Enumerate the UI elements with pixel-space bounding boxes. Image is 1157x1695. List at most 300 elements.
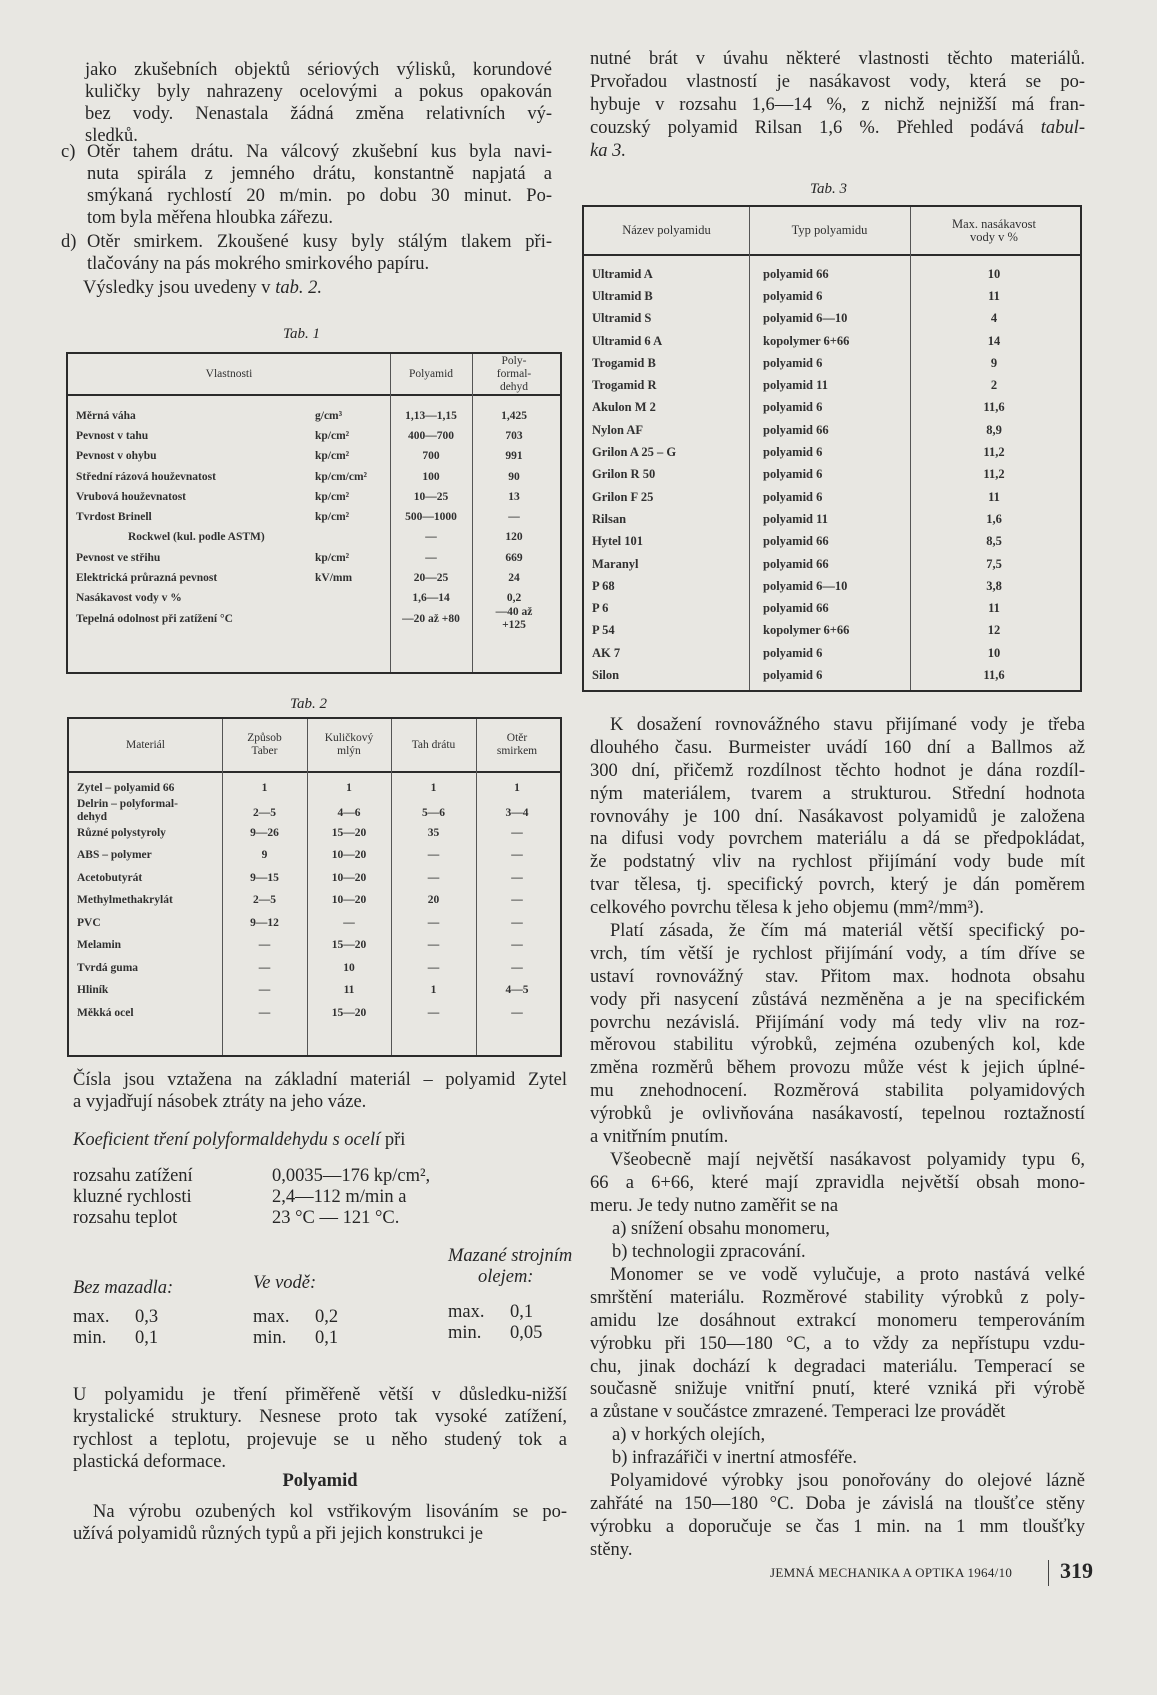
coefficient-label: max. <box>448 1302 485 1322</box>
table-row <box>584 664 1080 686</box>
table-cell: 11,2 <box>983 467 1005 482</box>
table-row <box>584 419 1080 441</box>
text-line: dlouhého času. Burmeister uvádí 160 dní a Ballmos až <box>590 737 1085 758</box>
table-cell: kV/mm <box>315 572 353 585</box>
italic-text: tab. 2. <box>275 278 322 298</box>
text-line: Otěr smirkem. Zkoušené kusy byly stálým tlakem při- <box>87 232 552 252</box>
table-cell: 9—26 <box>250 826 279 839</box>
table-cell: polyamid 6 <box>763 489 823 504</box>
table-cell: 10 <box>987 266 1001 281</box>
table-row <box>69 797 560 823</box>
list-label-c: c) <box>61 142 76 162</box>
text-line: chu, jinak dochází k degradaci materiálu. Temperací se <box>590 1356 1085 1377</box>
condition-value: 2,4—112 m/min a <box>272 1187 407 1207</box>
table-cell: — <box>427 871 440 884</box>
coefficient-value: 0,1 <box>510 1302 534 1322</box>
table-cell: 700 <box>422 450 440 463</box>
table-row <box>68 467 560 487</box>
table-cell: 4 <box>990 311 998 326</box>
table-cell: P 54 <box>592 623 615 638</box>
paragraph-equilibrium <box>590 714 1085 920</box>
condition-label: rozsahu teplot <box>73 1208 178 1228</box>
friction-heading <box>73 1129 567 1151</box>
table-cell: Grilon R 50 <box>592 467 656 482</box>
table-cell: 24 <box>508 572 520 585</box>
table-cell: Měkká ocel <box>77 1006 134 1019</box>
table-2-abrasion <box>67 717 562 1057</box>
table-cell: 11 <box>988 601 1000 616</box>
text-line: tvar tělesa, tj. specifický povrch, který je dán poměrem <box>590 875 1085 896</box>
text-line: bez vody. Nenastala žádná změna relativních vý- <box>85 104 552 124</box>
table-cell: 9—15 <box>250 871 279 884</box>
table-cell: 9 <box>261 849 268 862</box>
table-cell: 1 <box>514 781 520 794</box>
text-line: a) v horkých olejích, <box>612 1425 766 1445</box>
table-header <box>584 207 1080 256</box>
table-cell: — <box>511 849 523 862</box>
journal-footer: JEMNÁ MECHANIKA A OPTIKA 1964/10 <box>770 1565 1013 1580</box>
table-row <box>584 352 1080 374</box>
text-line: užívá polyamidů různých typů a při jejich konstrukci je <box>73 1524 483 1545</box>
table-row <box>584 508 1080 530</box>
table-cell: Pevnost v ohybu <box>76 450 157 463</box>
table-header <box>68 354 560 396</box>
table-cell: 11,6 <box>983 668 1005 683</box>
text-line: b) infrazářiči v inertní atmosféře. <box>612 1447 858 1468</box>
list-label-d: d) <box>61 232 77 252</box>
table-cell <box>315 528 390 548</box>
table-cell: Elektrická průrazná pevnost <box>76 572 218 585</box>
table-cell: 1,13—1,15 <box>405 409 457 422</box>
table-cell: 991 <box>505 450 523 463</box>
coefficient-row <box>73 1307 173 1328</box>
coefficient-row <box>448 1323 572 1344</box>
table-cell: Tvrdost Brinell <box>76 511 152 524</box>
condition-row <box>73 1187 567 1208</box>
table-cell: 1 <box>430 781 437 794</box>
table-cell: Grilon A 25 – G <box>592 445 677 460</box>
table-cell: 12 <box>987 623 1001 638</box>
italic-text: ka 3. <box>590 140 626 161</box>
page-number: 319 <box>1060 1558 1093 1583</box>
table-cell: 1 <box>261 781 268 794</box>
table-cell: polyamid 6 <box>763 467 823 482</box>
table-cell: polyamid 6—10 <box>763 578 848 593</box>
text-line: Monomer se ve vodě vylučuje, a proto nastává velké <box>610 1265 1085 1285</box>
text-line: 66 a 6+66, které mají zpravidla největší obsah mono- <box>590 1172 1085 1193</box>
text-line: plastická deformace. <box>73 1452 227 1473</box>
italic-text: Koeficient tření polyformaldehydu s ocelí <box>73 1130 381 1150</box>
table-row <box>69 980 560 1003</box>
table-cell: 8,5 <box>986 534 1002 549</box>
table-cell: 11 <box>988 489 1000 504</box>
condition-label: rozsahu zatížení <box>73 1166 193 1186</box>
table-cell: — <box>425 531 437 544</box>
coefficient-value: 0,3 <box>135 1307 159 1327</box>
friction-column <box>448 1246 572 1344</box>
condition-value: 23 °C — 121 °C. <box>272 1208 400 1228</box>
table-cell: 5—6 <box>422 807 445 819</box>
coefficient-value: 0,05 <box>510 1323 543 1343</box>
table-row <box>69 957 560 980</box>
table-row <box>69 1002 560 1025</box>
text-line <box>590 140 1085 163</box>
table-row <box>68 508 560 528</box>
paragraph-tempering <box>590 1264 1085 1424</box>
table-row <box>69 890 560 913</box>
friction-condition-title: Mazané strojním <box>448 1246 573 1266</box>
text-line: Otěr tahem drátu. Na válcový zkušební kus byla navi- <box>87 142 552 162</box>
table-cell: 1 <box>430 984 437 997</box>
table-row <box>68 406 560 426</box>
table-row <box>584 620 1080 642</box>
table-cell: — <box>508 511 520 524</box>
text-line: současně snižuje vnitřní pnutí, které vzniká při výrobě <box>590 1379 1085 1400</box>
coefficient-row <box>253 1307 338 1328</box>
table-1-caption: Tab. 1 <box>283 326 320 342</box>
coefficient-row <box>73 1328 173 1349</box>
text-line: celkového povrchu tělesa k jeho objemu (mm²/mm³). <box>590 898 984 919</box>
table-cell: PVC <box>77 916 101 929</box>
friction-condition-title: Bez mazadla: <box>73 1278 174 1298</box>
table-row <box>69 777 560 800</box>
table-cell: — <box>511 871 523 884</box>
table-cell: ABS – polymer <box>77 849 152 862</box>
table-row <box>584 575 1080 597</box>
table-cell: 1,425 <box>501 409 527 422</box>
table-cell: 1 <box>346 781 352 794</box>
friction-conditions <box>73 1166 567 1229</box>
table-row <box>68 426 560 446</box>
table-cell: 10 <box>343 961 355 974</box>
header-cell: Kuličkový mlýn <box>324 732 374 757</box>
spacer <box>253 1294 338 1307</box>
table-cell: g/cm³ <box>315 409 343 422</box>
friction-coefficients <box>73 1246 573 1356</box>
table-row <box>584 642 1080 664</box>
table-cell: — <box>258 961 271 974</box>
table-cell: — <box>258 1006 271 1019</box>
table-cell: 11 <box>988 288 1000 303</box>
text-line: a vnitřním pnutím. <box>590 1127 729 1148</box>
table-row <box>68 606 560 632</box>
text-line: nutné brát v úvahu některé vlastnosti těchto materiálů. <box>590 49 1085 69</box>
header-cell: Max. nasákavost vody v % <box>951 216 1036 244</box>
header-cell: Otěr smirkem <box>496 732 538 757</box>
coefficient-value: 0,1 <box>135 1328 159 1348</box>
table-cell: 10 <box>987 645 1001 660</box>
list-item-d <box>87 231 552 275</box>
friction-column <box>73 1246 173 1349</box>
text-line: měrovou stabilitu výrobků, zejména ozubených kol, kde <box>590 1035 1085 1056</box>
table-cell: — <box>427 916 440 929</box>
table-cell: 2—5 <box>253 894 276 907</box>
table-cell: Ultramid 6 A <box>592 333 663 348</box>
results-note <box>83 277 550 299</box>
condition-row <box>73 1208 567 1229</box>
table-cell: 9—12 <box>250 916 279 929</box>
text-span: couzský polyamid Rilsan 1,6 %. Přehled podává <box>590 117 1041 138</box>
table-cell: 0,2 <box>506 592 522 605</box>
table-cell: P 6 <box>592 601 609 616</box>
header-cell: Název polyamidu <box>622 223 711 237</box>
table-row <box>584 263 1080 285</box>
table-cell: — <box>427 1006 440 1019</box>
table-cell: — <box>425 551 437 564</box>
text-line <box>590 117 1085 140</box>
text-line: rychlost a teplotu, projevuje se u něho studený tok a <box>73 1429 567 1450</box>
table-cell: 3—4 <box>505 807 529 819</box>
table-cell: Grilon F 25 <box>592 489 654 504</box>
text-line: výrobků je ovlivňována nasákavostí, tepelnou roztažností <box>590 1104 1085 1125</box>
paragraph-polyamid-intro <box>73 1501 567 1546</box>
table-cell: Různé polystyroly <box>77 826 166 839</box>
table-cell <box>315 609 390 629</box>
table-row <box>68 568 560 588</box>
table-cell: 15—20 <box>331 939 367 952</box>
table-cell: Methylmethakrylát <box>77 894 173 907</box>
text-line: mu znehodnocení. Rozměrová stabilita polyamidových <box>590 1081 1085 1102</box>
text-line: krystalické struktury. Nesnese proto tak vysoké zatížení, <box>73 1407 567 1428</box>
coefficient-label: max. <box>253 1307 290 1327</box>
text-line: povrchu nezávislá. Přijímání vody má tedy vliv na roz- <box>590 1012 1085 1033</box>
table-cell: polyamid 6 <box>763 645 823 660</box>
table-cell: kp/cm² <box>315 429 350 442</box>
table-cell: kp/cm² <box>315 450 350 463</box>
text-line: stěny. <box>590 1539 633 1560</box>
table-row <box>584 330 1080 352</box>
table-cell: Akulon M 2 <box>592 400 656 415</box>
table-cell: Hliník <box>77 984 109 997</box>
table-cell: 120 <box>505 531 523 544</box>
table-row <box>584 553 1080 575</box>
coefficient-value: 0,2 <box>315 1307 339 1327</box>
paragraph-specific-surface <box>590 920 1085 1149</box>
table-row <box>584 464 1080 486</box>
table-cell: Měrná váha <box>76 409 136 422</box>
table-cell: 9 <box>990 355 998 370</box>
table-cell <box>315 589 390 609</box>
table-row <box>584 486 1080 508</box>
table-cell: Pevnost ve střihu <box>76 551 161 564</box>
table-cell: kp/cm² <box>315 551 350 564</box>
text-line: Prvořadou vlastností je nasákavost vody, která se po- <box>590 71 1085 92</box>
table-cell: polyamid 6—10 <box>763 311 848 326</box>
table-cell: 8,9 <box>986 422 1002 437</box>
coefficient-row <box>448 1302 572 1323</box>
table-row <box>68 548 560 568</box>
table-cell: 7,5 <box>986 556 1002 571</box>
text-line: ným materiálem, tvarem a strukturou. Střední hodnota <box>590 783 1085 804</box>
text-line: zahřáté na 150—180 °C. Doba je závislá na tloušťce stěny <box>590 1493 1085 1514</box>
text-line: Na výrobu ozubených kol vstřikovým lisováním se po- <box>93 1502 567 1522</box>
table-cell: 90 <box>508 470 520 483</box>
paragraph-table-note <box>73 1069 567 1114</box>
paragraph-polyamid-friction <box>73 1384 567 1474</box>
table-2-caption: Tab. 2 <box>290 696 327 712</box>
table-cell: polyamid 6 <box>763 355 823 370</box>
table-cell: 14 <box>987 333 1001 348</box>
table-cell: 11,2 <box>983 445 1005 460</box>
friction-condition-title: Ve vodě: <box>253 1273 317 1293</box>
text-line: rovnováhy je 100 dní. Nasákavost polyamidů je založena <box>590 806 1085 827</box>
table-cell: Pevnost v tahu <box>76 429 149 442</box>
table-cell: Melamin <box>77 939 122 952</box>
header-cell: Poly- formal- dehyd <box>496 354 532 393</box>
table-cell: — <box>511 826 523 839</box>
table-cell: Maranyl <box>592 556 639 571</box>
table-cell: 15—20 <box>331 826 367 839</box>
table-row <box>584 375 1080 397</box>
friction-condition-title: olejem: <box>478 1267 534 1287</box>
text-line: Čísla jsou vztažena na základní materiál – polyamid Zytel <box>73 1070 567 1090</box>
table-cell: Tvrdá guma <box>77 961 139 974</box>
table-cell: — <box>427 849 440 862</box>
text-span: Výsledky jsou uvedeny v <box>83 278 276 298</box>
table-cell: 13 <box>508 490 520 503</box>
text-line: sledků. <box>85 126 138 146</box>
table-cell: Ultramid S <box>592 311 652 326</box>
table-cell: 2 <box>990 378 998 393</box>
table-cell: kp/cm/cm² <box>315 470 367 483</box>
table-row <box>584 598 1080 620</box>
table-row <box>584 531 1080 553</box>
text-line: výrobku při 150—180 °C, a to vždy za nepřístupu vzdu- <box>590 1333 1085 1354</box>
table-cell: 11,6 <box>983 400 1005 415</box>
text-line: změna rozměrů během provozu může vést k jejich úplné- <box>590 1058 1085 1079</box>
spacer <box>448 1288 572 1302</box>
spacer <box>73 1299 173 1307</box>
header-cell: Způsob Taber <box>247 732 282 757</box>
text-line: Polyamidové výrobky jsou ponořovány do olejové lázně <box>610 1471 1085 1491</box>
friction-column <box>253 1246 338 1349</box>
table-cell: 10—20 <box>331 894 367 907</box>
text-line: hybuje v rozsahu 1,6—14 %, z nichž nejnižší má fran- <box>590 94 1085 115</box>
table-cell: Střední rázová houževnatost <box>76 470 216 483</box>
table-cell: 4—6 <box>337 807 361 819</box>
text-line <box>83 277 550 299</box>
text-line: vrch, tím větší je rychlost přijímání vody, a tím dříve se <box>590 943 1085 964</box>
table-cell: polyamid 66 <box>763 422 829 437</box>
coefficient-value: 0,1 <box>315 1328 339 1348</box>
list-tempering <box>612 1424 1082 1470</box>
table-cell: 20 <box>427 894 440 907</box>
table-cell: Trogamid R <box>592 378 657 393</box>
condition-value: 0,0035—176 kp/cm², <box>272 1166 431 1186</box>
table-row <box>69 935 560 958</box>
table-1-properties <box>66 352 562 674</box>
table-cell: Trogamid B <box>592 355 656 370</box>
table-row <box>69 912 560 935</box>
text-line: kuličky byly nahrazeny ocelovými a pokus opakován <box>85 82 552 102</box>
table-row <box>68 487 560 507</box>
text-line: a) snížení obsahu monomeru, <box>612 1219 830 1239</box>
table-cell: 703 <box>505 429 523 442</box>
section-heading-polyamid: Polyamid <box>282 1471 358 1491</box>
table-cell: — <box>427 939 440 952</box>
coefficient-label: min. <box>73 1328 107 1348</box>
table-cell: — <box>258 984 271 997</box>
table-cell: 500—1000 <box>405 511 457 524</box>
table-cell: Ultramid A <box>592 266 653 281</box>
header-cell: Polyamid <box>408 367 454 380</box>
table-cell: Acetobutyrát <box>77 871 143 884</box>
text-line: a vyjadřují násobek ztráty na jeho váze. <box>73 1092 367 1113</box>
table-cell: kp/cm² <box>315 490 350 503</box>
table-cell: polyamid 6 <box>763 400 823 415</box>
paragraph-intro-continuation <box>85 59 552 147</box>
table-row <box>584 308 1080 330</box>
table-cell: 11 <box>343 984 355 997</box>
text-line: 300 dní, přičemž rozdílnost těchto hodnot je dána rozdíl- <box>590 760 1085 781</box>
header-cell: Typ polyamidu <box>791 223 868 237</box>
table-cell: — <box>511 894 523 907</box>
table-cell: polyamid 66 <box>763 266 829 281</box>
table-cell: polyamid 11 <box>763 511 828 526</box>
header-cell: Materiál <box>126 738 165 751</box>
coefficient-label: min. <box>448 1323 482 1343</box>
text-line: jako zkušebních objektů sériových výlisků, korundové <box>85 60 552 80</box>
table-row <box>68 447 560 467</box>
table-row <box>584 441 1080 463</box>
table-cell: Silon <box>592 668 620 683</box>
table-row <box>584 397 1080 419</box>
list-item-c <box>87 141 552 229</box>
table-cell: — <box>343 916 355 929</box>
table-3-caption: Tab. 3 <box>810 181 847 197</box>
text-line: Všeobecně mají největší nasákavost polyamidy typu 6, <box>610 1150 1085 1170</box>
table-cell: 35 <box>427 826 440 839</box>
table-cell: polyamid 66 <box>763 601 829 616</box>
table-cell: Rockwel (kul. podle ASTM) <box>128 531 265 544</box>
table-cell: polyamid 66 <box>763 534 829 549</box>
table-cell: — <box>511 939 523 952</box>
coefficient-label: min. <box>253 1328 287 1348</box>
table-cell: AK 7 <box>592 645 621 660</box>
table-row <box>69 845 560 868</box>
text-span: při <box>380 1130 406 1150</box>
table-cell: 400—700 <box>408 429 454 442</box>
table-cell: kopolymer 6+66 <box>763 333 850 348</box>
text-line: amidu lze dosáhnout extrakcí monomeru temperováním <box>590 1310 1085 1331</box>
table-cell: 15—20 <box>331 1006 367 1019</box>
text-line: b) technologii zpracování. <box>612 1241 806 1262</box>
paragraph-monomer <box>590 1149 1085 1218</box>
text-line: nuta spirála z jemného drátu, konstantně napjatá a <box>87 164 552 184</box>
table-3-polyamides <box>582 205 1082 692</box>
table-cell: 100 <box>422 470 440 483</box>
table-cell: Delrin – polyformal- dehyd <box>77 797 178 823</box>
table-row <box>69 822 560 845</box>
text-line: na difusi vody povrchem materiálu a dá se předpokládat, <box>590 829 1085 850</box>
table-cell: 669 <box>505 551 523 564</box>
condition-label: kluzné rychlosti <box>73 1187 192 1207</box>
table-cell: —20 až +80 <box>402 612 460 625</box>
table-cell: 4—5 <box>505 984 529 997</box>
paragraph-water-absorption <box>590 48 1085 162</box>
table-cell: Tepelná odolnost při zatížení °C <box>76 612 233 625</box>
text-line: tom byla měřena hloubka zářezu. <box>87 208 334 228</box>
table-row <box>584 285 1080 307</box>
table-cell: P 68 <box>592 578 615 593</box>
table-cell: polyamid 6 <box>763 445 823 460</box>
table-cell: — <box>511 961 523 974</box>
text-line: smýkaná rychlostí 20 m/min. po dobu 30 minut. Po- <box>87 186 552 206</box>
table-cell: Hytel 101 <box>592 534 644 549</box>
table-cell: Ultramid B <box>592 288 653 303</box>
text-line: smrštění materiálu. Rozměrové stability výrobků z poly- <box>590 1287 1085 1308</box>
table-cell: 10—20 <box>331 871 367 884</box>
